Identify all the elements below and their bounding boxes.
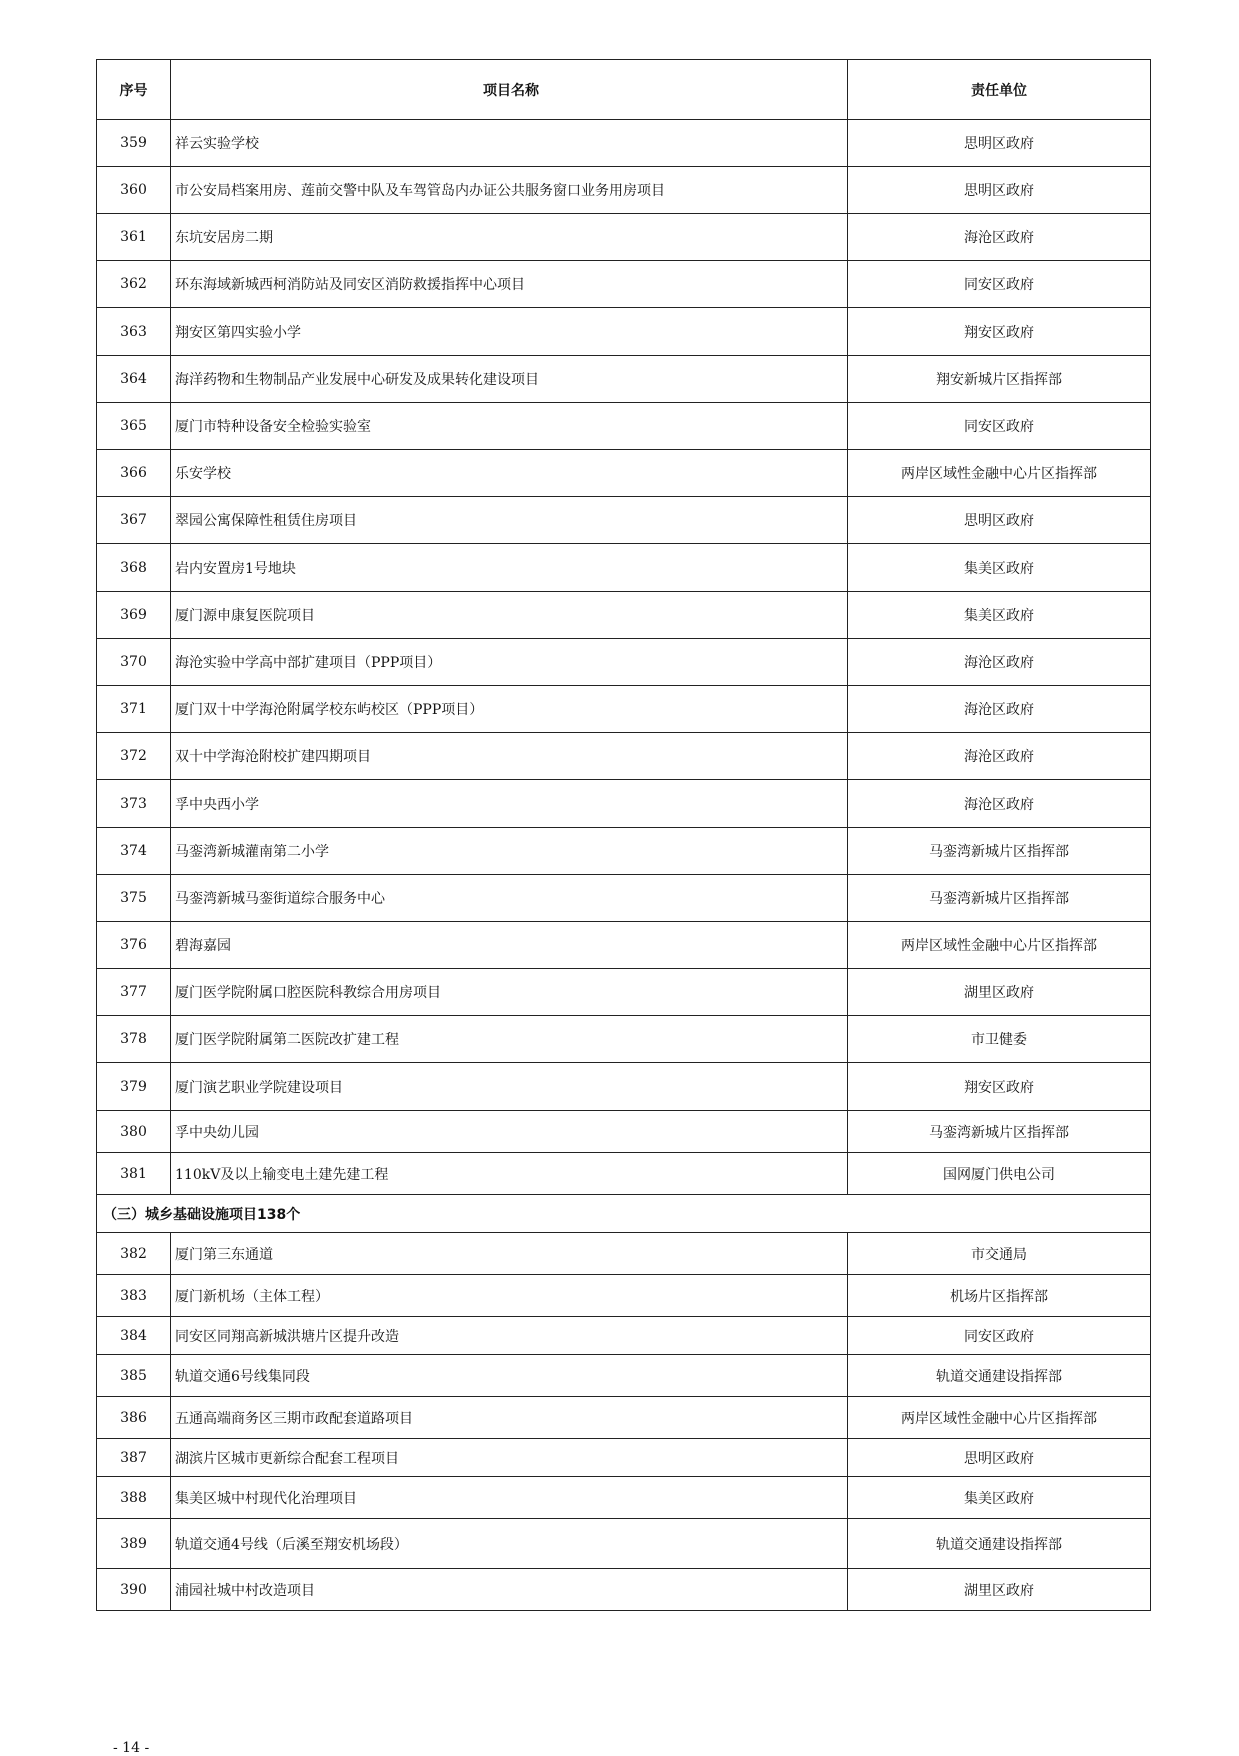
cell-name: 轨道交通6号线集同段: [171, 1355, 848, 1397]
cell-unit: 海沧区政府: [848, 780, 1151, 828]
cell-unit: 思明区政府: [848, 1439, 1151, 1477]
cell-name: 同安区同翔高新城洪塘片区提升改造: [171, 1317, 848, 1355]
table-row: [97, 167, 1151, 214]
cell-name: 集美区城中村现代化治理项目: [171, 1477, 848, 1519]
cell-unit: 马銮湾新城片区指挥部: [848, 875, 1151, 922]
cell-unit: 轨道交通建设指挥部: [848, 1519, 1151, 1569]
table-row: [97, 1569, 1151, 1611]
cell-no: 362: [97, 261, 171, 308]
cell-name: 双十中学海沧附校扩建四期项目: [171, 733, 848, 780]
cell-no: 385: [97, 1355, 171, 1397]
cell-no: 366: [97, 450, 171, 497]
cell-name: 东坑安居房二期: [171, 214, 848, 261]
cell-unit: 思明区政府: [848, 497, 1151, 544]
cell-unit: 海沧区政府: [848, 686, 1151, 733]
cell-no: 369: [97, 592, 171, 639]
cell-name: 马銮湾新城马銮街道综合服务中心: [171, 875, 848, 922]
cell-no: 371: [97, 686, 171, 733]
cell-unit: 湖里区政府: [848, 1569, 1151, 1611]
cell-name: 湖滨片区城市更新综合配套工程项目: [171, 1439, 848, 1477]
cell-unit: 海沧区政府: [848, 733, 1151, 780]
cell-unit: 马銮湾新城片区指挥部: [848, 828, 1151, 875]
cell-no: 368: [97, 544, 171, 592]
table-row: [97, 1063, 1151, 1111]
table-row: [97, 450, 1151, 497]
cell-unit: 马銮湾新城片区指挥部: [848, 1111, 1151, 1153]
cell-no: 364: [97, 356, 171, 403]
cell-name: 厦门第三东通道: [171, 1233, 848, 1275]
cell-unit: 同安区政府: [848, 403, 1151, 450]
table-row: [97, 1355, 1151, 1397]
cell-no: 379: [97, 1063, 171, 1111]
cell-no: 382: [97, 1233, 171, 1275]
cell-unit: 两岸区域性金融中心片区指挥部: [848, 450, 1151, 497]
cell-no: 389: [97, 1519, 171, 1569]
cell-name: 孚中央西小学: [171, 780, 848, 828]
table-row: [97, 1016, 1151, 1063]
cell-name: 厦门市特种设备安全检验实验室: [171, 403, 848, 450]
cell-no: 377: [97, 969, 171, 1016]
cell-no: 384: [97, 1317, 171, 1355]
table-row: [97, 214, 1151, 261]
table-row: [97, 828, 1151, 875]
table-row: [97, 1519, 1151, 1569]
table-row: [97, 1233, 1151, 1275]
cell-no: 374: [97, 828, 171, 875]
cell-unit: 思明区政府: [848, 167, 1151, 214]
cell-name: 浦园社城中村改造项目: [171, 1569, 848, 1611]
cell-unit: 翔安区政府: [848, 1063, 1151, 1111]
cell-unit: 同安区政府: [848, 261, 1151, 308]
cell-name: 五通高端商务区三期市政配套道路项目: [171, 1397, 848, 1439]
cell-no: 376: [97, 922, 171, 969]
cell-unit: 集美区政府: [848, 1477, 1151, 1519]
table-row: [97, 780, 1151, 828]
table-row: [97, 733, 1151, 780]
cell-unit: 思明区政府: [848, 120, 1151, 167]
cell-no: 388: [97, 1477, 171, 1519]
project-table: [96, 59, 1151, 1611]
cell-unit: 国网厦门供电公司: [848, 1153, 1151, 1195]
cell-no: 367: [97, 497, 171, 544]
cell-name: 海沧实验中学高中部扩建项目（PPP项目）: [171, 639, 848, 686]
cell-unit: 海沧区政府: [848, 214, 1151, 261]
table-header-row: [97, 60, 1151, 120]
cell-no: 381: [97, 1153, 171, 1195]
cell-no: 363: [97, 308, 171, 356]
table-row: [97, 1111, 1151, 1153]
cell-unit: 同安区政府: [848, 1317, 1151, 1355]
cell-no: 365: [97, 403, 171, 450]
cell-no: 386: [97, 1397, 171, 1439]
cell-no: 390: [97, 1569, 171, 1611]
cell-unit: 市卫健委: [848, 1016, 1151, 1063]
cell-name: 碧海嘉园: [171, 922, 848, 969]
table-row: [97, 120, 1151, 167]
table-row: [97, 261, 1151, 308]
cell-unit: 轨道交通建设指挥部: [848, 1355, 1151, 1397]
header-no: 序号: [97, 60, 171, 120]
page-number: - 14 -: [113, 1740, 150, 1756]
cell-unit: 翔安新城片区指挥部: [848, 356, 1151, 403]
cell-unit: 集美区政府: [848, 544, 1151, 592]
table-row: [97, 308, 1151, 356]
table-row: [97, 875, 1151, 922]
table-row: [97, 1275, 1151, 1317]
cell-name: 环东海域新城西柯消防站及同安区消防救援指挥中心项目: [171, 261, 848, 308]
table-row: [97, 686, 1151, 733]
header-name: 项目名称: [171, 60, 848, 120]
cell-no: 373: [97, 780, 171, 828]
table-row: [97, 497, 1151, 544]
cell-unit: 集美区政府: [848, 592, 1151, 639]
cell-unit: 翔安区政府: [848, 308, 1151, 356]
cell-name: 轨道交通4号线（后溪至翔安机场段）: [171, 1519, 848, 1569]
cell-name: 厦门医学院附属第二医院改扩建工程: [171, 1016, 848, 1063]
table-row: [97, 1397, 1151, 1439]
cell-name: 厦门双十中学海沧附属学校东屿校区（PPP项目）: [171, 686, 848, 733]
cell-no: 387: [97, 1439, 171, 1477]
cell-no: 383: [97, 1275, 171, 1317]
table-row: [97, 544, 1151, 592]
cell-name: 岩内安置房1号地块: [171, 544, 848, 592]
cell-no: 380: [97, 1111, 171, 1153]
cell-name: 厦门医学院附属口腔医院科教综合用房项目: [171, 969, 848, 1016]
cell-no: 375: [97, 875, 171, 922]
cell-unit: 湖里区政府: [848, 969, 1151, 1016]
cell-name: 翔安区第四实验小学: [171, 308, 848, 356]
cell-name: 孚中央幼儿园: [171, 1111, 848, 1153]
cell-name: 马銮湾新城灌南第二小学: [171, 828, 848, 875]
cell-unit: 机场片区指挥部: [848, 1275, 1151, 1317]
cell-unit: 两岸区域性金融中心片区指挥部: [848, 922, 1151, 969]
cell-name: 祥云实验学校: [171, 120, 848, 167]
cell-name: 市公安局档案用房、莲前交警中队及车驾管岛内办证公共服务窗口业务用房项目: [171, 167, 848, 214]
cell-no: 378: [97, 1016, 171, 1063]
table-row: [97, 1439, 1151, 1477]
cell-name: 厦门源申康复医院项目: [171, 592, 848, 639]
cell-name: 海洋药物和生物制品产业发展中心研发及成果转化建设项目: [171, 356, 848, 403]
table-row: [97, 1477, 1151, 1519]
cell-no: 360: [97, 167, 171, 214]
cell-name: 110kV及以上输变电土建先建工程: [171, 1153, 848, 1195]
table-row: [97, 639, 1151, 686]
cell-name: 厦门演艺职业学院建设项目: [171, 1063, 848, 1111]
cell-name: 乐安学校: [171, 450, 848, 497]
table-row: [97, 356, 1151, 403]
table-row: [97, 922, 1151, 969]
header-unit: 责任单位: [848, 60, 1151, 120]
cell-no: 359: [97, 120, 171, 167]
section-title: （三）城乡基础设施项目138个: [97, 1195, 1151, 1233]
table-row: [97, 1153, 1151, 1195]
cell-name: 厦门新机场（主体工程）: [171, 1275, 848, 1317]
cell-unit: 两岸区域性金融中心片区指挥部: [848, 1397, 1151, 1439]
table-row: [97, 403, 1151, 450]
section-row: [97, 1195, 1151, 1233]
cell-no: 361: [97, 214, 171, 261]
table-row: [97, 969, 1151, 1016]
table-row: [97, 592, 1151, 639]
cell-no: 372: [97, 733, 171, 780]
cell-name: 翠园公寓保障性租赁住房项目: [171, 497, 848, 544]
cell-unit: 海沧区政府: [848, 639, 1151, 686]
cell-unit: 市交通局: [848, 1233, 1151, 1275]
cell-no: 370: [97, 639, 171, 686]
table-row: [97, 1317, 1151, 1355]
